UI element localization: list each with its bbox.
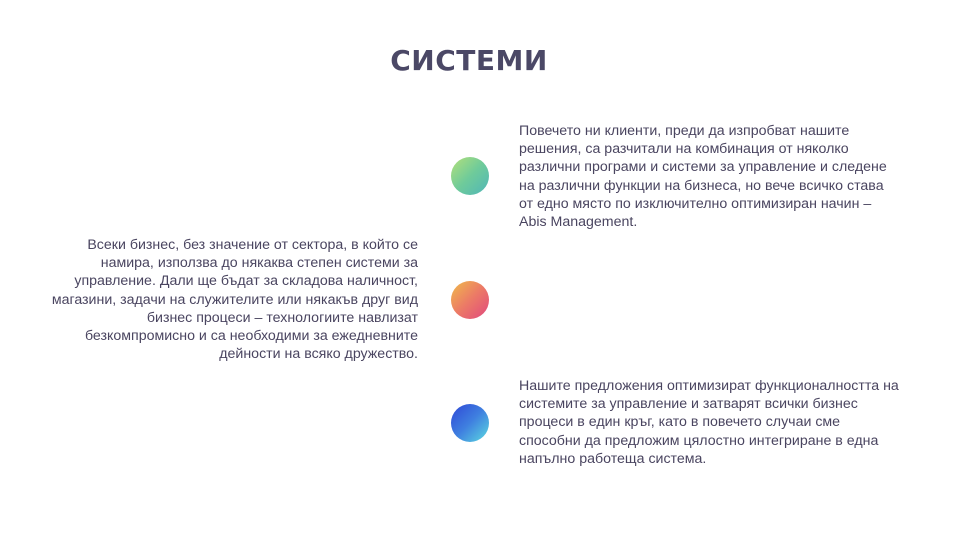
right-paragraph-top: Повечето ни клиенти, преди да изпробват нашите решения, са разчитали на комбинация от няколко различни програми и системи за управление и следене на различни функции на бизнеса, но вече всичко става от едно място по изключително оптимизиран начин – Abis Management. xyxy=(519,123,887,231)
blue-gradient-circle xyxy=(451,404,489,442)
green-gradient-circle xyxy=(451,157,489,195)
orange-gradient-circle xyxy=(451,281,489,319)
slide-title: СИСТЕМИ xyxy=(390,44,548,77)
left-paragraph: Всеки бизнес, без значение от сектора, в който се намира, използва до някаква степен системи за управление. Дали ще бъдат за складова наличност, магазини, задачи на служителите или някакъв друг вид бизнес процеси – технологиите навлизат безкомпромисно и са необходими за ежедневните дейности на всяко дружество. xyxy=(51,237,418,363)
right-paragraph-bottom: Нашите предложения оптимизират функционалността на системите за управление и затварят всички бизнес процеси в един кръг, като в повечето случаи сме способни да предложим цялостно интегриране в една напълно работеща система. xyxy=(519,378,899,467)
